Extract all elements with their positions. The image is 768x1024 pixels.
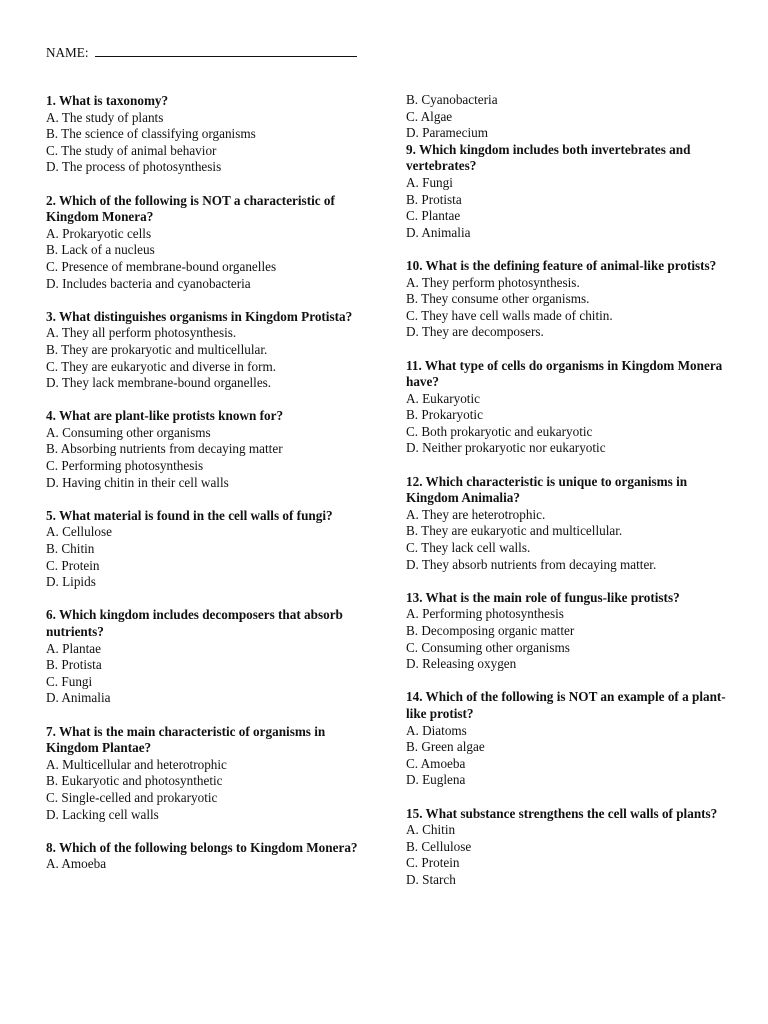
answer-option: A. Amoeba <box>46 856 107 872</box>
question-block <box>46 607 376 707</box>
answer-option: A. They all perform photosynthesis. <box>46 325 237 341</box>
question-text: 6. Which kingdom includes decomposers that absorb nutrients? <box>46 607 343 639</box>
question-text: 10. What is the defining feature of animal-like protists? <box>406 257 717 273</box>
answer-option: C. Plantae <box>406 208 461 224</box>
question-block <box>46 840 376 873</box>
question-block <box>406 474 736 574</box>
answer-option: D. Releasing oxygen <box>406 656 517 672</box>
answer-option: B. Cyanobacteria <box>406 92 498 107</box>
answer-option: B. Chitin <box>46 541 95 557</box>
name-label: NAME: <box>46 45 92 60</box>
question-text: 7. What is the main characteristic of organisms in Kingdom Plantae? <box>46 723 326 756</box>
question-block <box>46 408 376 491</box>
answer-option: D. Lipids <box>46 574 96 590</box>
answer-option: B. Green algae <box>406 739 485 755</box>
answer-option: C. Consuming other organisms <box>406 639 570 655</box>
answer-option: C. Algae <box>406 108 453 124</box>
answer-option: A. Diatoms <box>406 722 467 738</box>
answer-option: A. Performing photosynthesis <box>406 606 564 622</box>
answer-option: B. Protista <box>406 191 462 207</box>
question-text: 8. Which of the following belongs to Kingdom Monera? <box>46 839 358 855</box>
name-blank-line[interactable] <box>95 43 357 57</box>
answer-option: D. Includes bacteria and cyanobacteria <box>46 275 251 291</box>
answer-option: C. Fungi <box>46 673 93 689</box>
answer-option: D. Neither prokaryotic nor eukaryotic <box>406 440 606 456</box>
answer-option: B. Prokaryotic <box>406 407 483 423</box>
left-column <box>46 93 376 873</box>
question-block <box>46 724 376 824</box>
question-block <box>406 590 736 673</box>
question-block <box>46 93 376 176</box>
answer-option: B. They consume other organisms. <box>406 291 590 307</box>
answer-option: A. The study of plants <box>46 109 164 125</box>
answer-option: C. They are eukaryotic and diverse in form. <box>46 358 277 374</box>
answer-option: B. They are eukaryotic and multicellular. <box>406 523 623 539</box>
answer-option: A. Cellulose <box>46 524 112 540</box>
answer-option: C. The study of animal behavior <box>46 142 217 158</box>
answer-option: C. Single-celled and prokaryotic <box>46 789 218 805</box>
right-column <box>406 92 736 889</box>
question-text: 13. What is the main role of fungus-like protists? <box>406 589 680 605</box>
answer-option: D. Animalia <box>406 224 471 240</box>
answer-option: D. Starch <box>406 871 456 887</box>
answer-option: C. They lack cell walls. <box>406 540 531 556</box>
question-text: 3. What distinguishes organisms in Kingdom Protista? <box>46 308 353 324</box>
answer-option: D. Euglena <box>406 772 466 788</box>
question-block <box>406 92 736 142</box>
question-text: 9. Which kingdom includes both invertebrates and vertebrates? <box>406 141 691 174</box>
answer-option: D. Lacking cell walls <box>46 806 159 822</box>
answer-option: C. Protein <box>46 557 100 573</box>
question-block <box>46 309 376 392</box>
answer-option: D. The process of photosynthesis <box>46 159 222 175</box>
answer-option: B. Cellulose <box>406 838 472 854</box>
answer-option: D. Paramecium <box>406 125 489 141</box>
question-block <box>406 806 736 889</box>
answer-option: A. They are heterotrophic. <box>406 506 546 522</box>
answer-option: D. They lack membrane-bound organelles. <box>46 375 272 391</box>
answer-option: D. Having chitin in their cell walls <box>46 474 229 490</box>
answer-option: B. Eukaryotic and photosynthetic <box>46 773 223 789</box>
answer-option: B. They are prokaryotic and multicellular. <box>46 341 268 357</box>
answer-option: A. Eukaryotic <box>406 390 480 406</box>
question-text: 14. Which of the following is NOT an example of a plant-like protist? <box>406 689 726 721</box>
question-text: 12. Which characteristic is unique to organisms in Kingdom Animalia? <box>406 473 688 506</box>
question-text: 5. What material is found in the cell walls of fungi? <box>46 507 333 523</box>
answer-option: C. Protein <box>406 855 460 871</box>
question-block <box>406 358 736 458</box>
answer-option: D. Animalia <box>46 690 111 706</box>
question-block <box>406 142 736 242</box>
answer-option: B. Lack of a nucleus <box>46 242 155 258</box>
answer-option: C. Amoeba <box>406 755 466 771</box>
answer-option: A. Prokaryotic cells <box>46 225 152 241</box>
answer-option: B. Absorbing nutrients from decaying matter <box>46 441 283 457</box>
answer-option: C. Both prokaryotic and eukaryotic <box>406 423 593 439</box>
answer-option: D. They are decomposers. <box>406 324 544 340</box>
question-text: 2. Which of the following is NOT a characteristic of Kingdom Monera? <box>46 192 335 225</box>
answer-option: B. Decomposing organic matter <box>406 623 575 638</box>
question-text: 11. What type of cells do organisms in Kingdom Monera have? <box>406 357 723 390</box>
answer-option: A. Plantae <box>46 640 101 656</box>
question-block <box>406 689 736 789</box>
answer-option: B. The science of classifying organisms <box>46 126 256 142</box>
answer-option: C. Performing photosynthesis <box>46 458 204 474</box>
question-block <box>406 258 736 341</box>
question-text: 1. What is taxonomy? <box>46 93 169 108</box>
question-block <box>46 508 376 591</box>
question-block <box>46 193 376 293</box>
question-text: 4. What are plant-like protists known for? <box>46 408 284 424</box>
answer-option: A. Multicellular and heterotrophic <box>46 756 227 772</box>
answer-option: C. They have cell walls made of chitin. <box>406 307 613 323</box>
answer-option: C. Presence of membrane-bound organelles <box>46 258 277 274</box>
answer-option: A. Chitin <box>406 822 456 838</box>
name-field <box>46 43 357 62</box>
answer-option: A. Consuming other organisms <box>46 424 211 440</box>
answer-option: A. Fungi <box>406 174 453 190</box>
answer-option: D. They absorb nutrients from decaying matter. <box>406 556 657 572</box>
answer-option: B. Protista <box>46 657 102 673</box>
question-text: 15. What substance strengthens the cell walls of plants? <box>406 805 718 821</box>
answer-option: A. They perform photosynthesis. <box>406 274 580 290</box>
